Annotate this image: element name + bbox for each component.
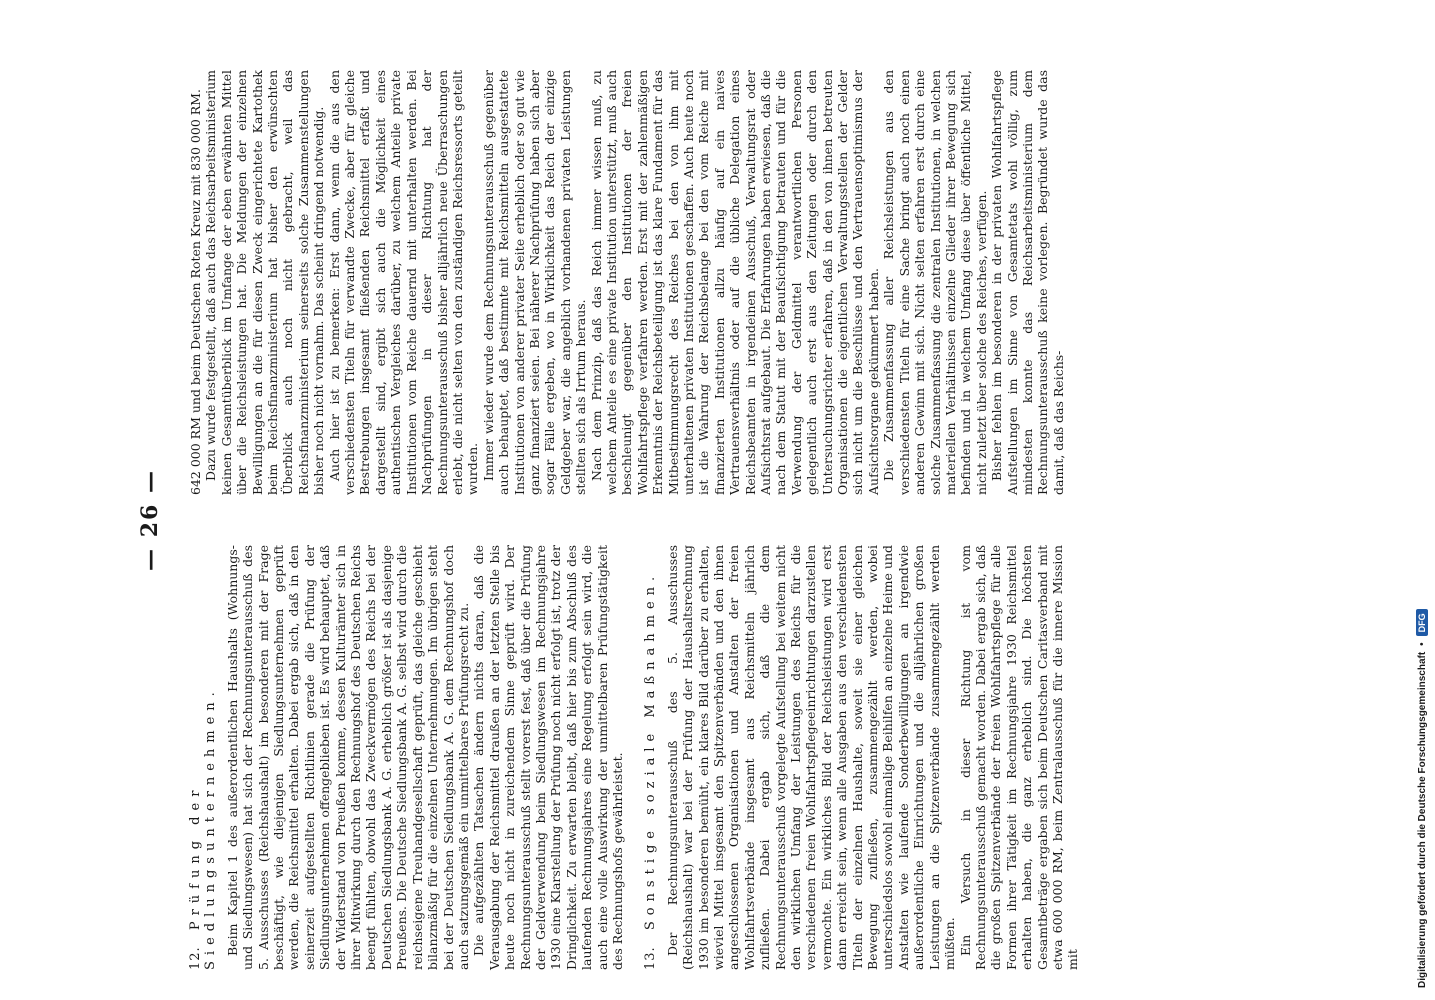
section-13-paragraph: Ein Versuch in dieser Richtung ist vom Rechnungsunterausschuß gemacht worden. Dabei ergab sich, daß die großen Spitzenverbände der freien Wohlfahrtspflege für alle Formen ihrer Tätigkeit im Rechnungsjahre 1930 Reichsmittel erhalten haben, die ganz erheblich sind. Die höchsten Gesamtbeträge ergaben sich beim Deutschen Caritasverband mit etwa 600 000 RM, beim Zentralausschuß für die innere Mission mit bbox=[957, 545, 1081, 970]
digitization-credit bbox=[1395, 8, 1435, 993]
page-number-header: — 26 — bbox=[137, 469, 163, 571]
body-paragraph: Dazu wurde festgestellt, daß auch das Reichsarbeitsministerium keinen Gesamtüberblick im Umfange der eben erwähnten Mittel über die Reichsleistungen hat. Die Meldungen der einzelnen Bewilligungen an die für diesen Zweck eingerichtete Kartothek beim Reichsfinanzministerium hat bisher den erwünschten Überblick auch noch nicht gebracht, weil das Reichsfinanzministerium seinerseits solche Zusammenstellungen bisher noch nicht vornahm. Das scheint dringend notwendig. bbox=[203, 70, 327, 495]
section-13-title: Sonstige soziale Maßnahmen. bbox=[643, 570, 659, 931]
section-12-paragraph: Beim Kapitel 1 des außerordentlichen Haushalts (Wohnungs- und Siedlungswesen) hat sich der Rechnungsunterausschuß des 5. Ausschusses (Reichshaushalt) im besonderen mit der Frage beschäftigt, wie diejenigen Siedlungsunternehmen geprüft werden, die Reichsmittel erhalten. Dabei ergab sich, daß in den seinerzeit aufgestellten Richtlinien gerade die Prüfung der Siedlungsunternehmen offengeblieben ist. Es wird behauptet, daß der Widerstand von Preußen komme, dessen Kulturämter sich in ihrer Mitwirkung durch den Rechnungshof des Deutschen Reichs beengt fühlten, obwohl das Zweckvermögen des Reichs bei der Deutschen Siedlungsbank A. G. erheblich größer ist als dasjenige Preußens. Die Deutsche Siedlungsbank A. G. selbst wird durch die reichseigene Treuhandgesellschaft geprüft, das gleiche geschieht bilanzmäßig für die einzelnen Unternehmungen. Im übrigen steht bei der Deutschen Siedlungsbank A. G. dem Rechnungshof doch auch satzungsgemäß ein unmittelbares Prüfungsrecht zu. bbox=[224, 545, 471, 970]
document-page bbox=[130, 70, 1290, 970]
section-13-paragraph: Der Rechnungsunterausschuß des 5. Ausschusses (Reichshaushalt) war bei der Prüfung der Haushaltsrechnung 1930 im besonderen bemüht, ein klares Bild darüber zu erhalten, wieviel Mittel insgesamt den Spitzenverbänden und den ihnen angeschlossenen Organisationen und Anstalten der freien Wohlfahrtsverbände insgesamt aus Reichsmitteln jährlich zufließen. Dabei ergab sich, daß die dem Rechnungsunterausschuß vorgelegte Aufstellung bei weitem nicht den wirklichen Umfang der Leistungen des Reichs für die verschiedenen freien Wohlfahrtspflegeeinrichtungen darzustellen vermochte. Ein wirkliches Bild der Reichsleistungen wird erst dann erreicht sein, wenn alle Ausgaben aus den verschiedensten Titeln der einzelnen Haushalte, soweit sie einer gleichen Bewegung zufließen, zusammengezählt werden, wobei unterschiedslos sowohl einmalige Beihilfen an einzelne Heime und Anstalten wie laufende Sonderbewilligungen an irgendwie außerordentliche Einrichtungen und die alljährlichen großen Leistungen an die Spitzenverbände zusammengezählt werden müßten. bbox=[664, 545, 958, 970]
credit-separator: • bbox=[1416, 642, 1428, 646]
section-13-number: 13. bbox=[643, 946, 659, 970]
section-12-heading bbox=[188, 545, 219, 970]
left-column bbox=[188, 545, 1081, 970]
dfg-logo-icon: DFG bbox=[1416, 609, 1428, 636]
section-13-heading bbox=[643, 545, 658, 970]
body-paragraph: Die Zusammenfassung aller Reichsleistungen aus den verschiedensten Titeln für eine Sache bringt auch noch einen anderen Gewinn mit sich. Nicht selten erfahren erst durch eine solche Zusammenfassung die zentralen Institutionen, in welchen materiellen Verhältnissen einzelne Glieder ihrer Bewegung sich befinden und in welchem Umfang diese über öffentliche Mittel, nicht zuletzt über solche des Reiches, verfügen. bbox=[881, 70, 989, 495]
body-paragraph: Immer wieder wurde dem Rechnungsunterausschuß gegenüber auch behauptet, daß bestimmte mit Reichsmitteln ausgestattete Institutionen von anderer privater Seite erheblich oder so gut wie ganz finanziert seien. Bei näherer Nachprüfung haben sich aber sogar Fälle ergeben, wo in Wirklichkeit das Reich der einzige Geldgeber war, die angeblich vorhandenen privaten Leistungen stellten sich als Irrtum heraus. bbox=[480, 70, 589, 495]
body-paragraph: Nach dem Prinzip, daß das Reich immer wissen muß, zu welchem Anteile es eine private Institution unterstützt, muß auch beschleunigt gegenüber den Institutionen der freien Wohlfahrtspflege verfahren werden. Erst mit der zahlenmäßigen Erkenntnis der Reichsbeteiligung ist das klare Fundament für das Mitbestimmungsrecht des Reiches bei den von ihm mit unterhaltenen privaten Institutionen geschaffen. Auch heute noch ist die Wahrung der Reichsbelange bei den vom Reiche mit finanzierten Institutionen allzu häufig auf ein naives Vertrauensverhältnis oder auf die übliche Delegation eines Reichsbeamten in irgendeinen Ausschuß, Verwaltungsrat oder Aufsichtsrat aufgebaut. Die Erfahrungen haben erwiesen, daß die nach dem Statut mit der Beaufsichtigung betrauten und für die Verwendung der Geldmittel verantwortlichen Personen gelegentlich auch erst aus den Zeitungen oder durch den Untersuchungsrichter erfahren, daß in den von ihnen betreuten Organisationen die eigentlichen Verwaltungsstellen der Gelder sich nicht um die Beschlüsse und den Vertrauensoptimismus der Aufsichtsorgane gekümmert haben. bbox=[588, 70, 881, 495]
body-paragraph: Auch hier ist zu bemerken: Erst dann, wenn die aus den verschiedensten Titeln für verwandte Zwecke, aber für gleiche Bestrebungen insgesamt fließenden Reichsmittel erfaßt und dargestellt sind, ergibt sich auch die Möglichkeit eines authentischen Vergleiches darüber, zu welchem Anteile private Institutionen vom Reiche dauernd mit unterhalten werden. Bei Nachprüfungen in dieser Richtung hat der Rechnungsunterausschuß bisher alljährlich neue Überraschungen erlebt, die nicht selten von den zuständigen Reichsressorts geteilt wurden. bbox=[326, 70, 481, 495]
section-12-paragraph: Die aufgezählten Tatsachen ändern nichts daran, daß die Verausgabung der Reichsmittel draußen an der letzten Stelle bis heute noch nicht in zureichendem Sinne geprüft wird. Der Rechnungsunterausschuß stellt vorerst fest, daß über die Prüfung der Geldverwendung beim Siedlungswesen im Rechnungsjahre 1930 eine Klarstellung der Prüfung noch nicht erfolgt ist, trotz der Dringlichkeit. Zu erwarten bleibt, daß hier bis zum Abschluß des laufenden Rechnungsjahres eine Regelung erfolgt sein wird, die auch eine volle Auswirkung der unmittelbaren Prüfungstätigkeit des Rechnungshofs gewährleistet. bbox=[471, 545, 625, 970]
body-paragraph: Bisher fehlen im besonderen in der privaten Wohlfahrtspflege Aufstellungen im Sinne von Gesamtetats wohl völlig, zum mindesten konnte das Reichsarbeitsministerium dem Rechnungsunterausschuß keine vorlegen. Begründet wurde das damit, daß das Reichs- bbox=[989, 70, 1066, 495]
body-paragraph: 642 000 RM und beim Deutschen Roten Kreuz mit 830 000 RM. bbox=[188, 89, 203, 495]
credit-text: Digitalisierung gefördert durch die Deutsche Forschungsgemeinschaft bbox=[1416, 651, 1428, 988]
right-column bbox=[188, 70, 1268, 495]
section-12-number: 12. bbox=[188, 946, 203, 970]
section-12-title: Prüfung der Siedlungsunternehmen. bbox=[188, 686, 219, 970]
